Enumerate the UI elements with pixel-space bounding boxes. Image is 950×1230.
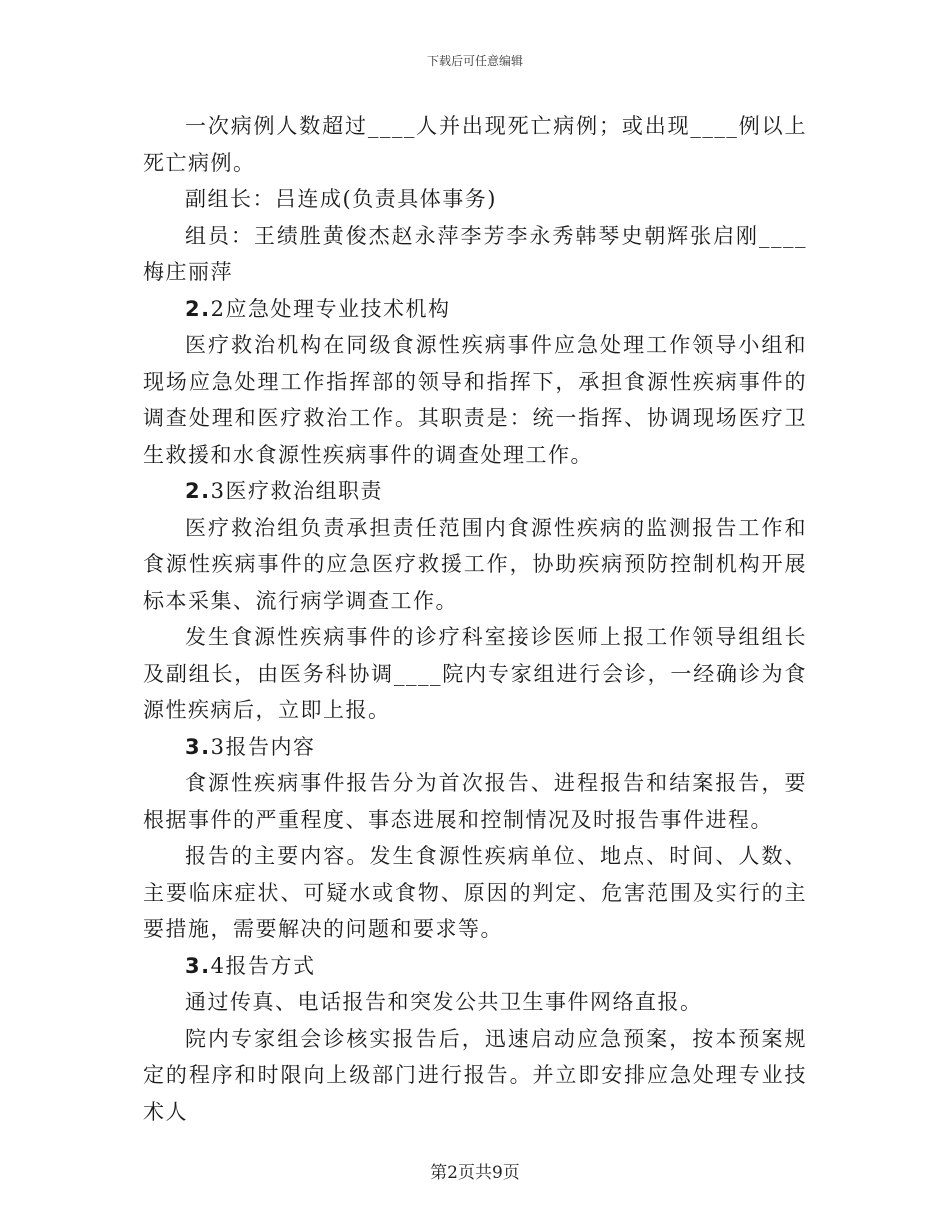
paragraph: 医疗救治组负责承担责任范围内食源性疾病的监测报告工作和食源性疾病事件的应急医疗救援工作，协助疾病预防控制机构开展标本采集、流行病学调查工作。 bbox=[143, 515, 807, 613]
section-title: 4报告方式 bbox=[210, 953, 316, 978]
section-number: 2. bbox=[185, 479, 211, 503]
section-heading bbox=[143, 473, 807, 510]
document-body bbox=[143, 108, 807, 1130]
page-header: 下载后可任意编辑 bbox=[426, 54, 523, 68]
paragraph: 医疗救治机构在同级食源性疾病事件应急处理工作领导小组和现场应急处理工作指挥部的领导和指挥下，承担食源性疾病事件的调查处理和医疗救治工作。其职责是：统一指挥、协调现场医疗卫生救援和水食源性疾病事件的调查处理工作。 bbox=[143, 333, 807, 467]
paragraph: 食源性疾病事件报告分为首次报告、进程报告和结案报告，要根据事件的严重程度、事态进展和控制情况及时报告事件进程。 bbox=[143, 771, 807, 832]
paragraph: 发生食源性疾病事件的诊疗科室接诊医师上报工作领导组组长及副组长，由医务科协调____院内专家组进行会诊，一经确诊为食源性疾病后，立即上报。 bbox=[143, 625, 807, 722]
paragraph: 通过传真、电话报告和突发公共卫生事件网络直报。 bbox=[185, 990, 703, 1014]
section-heading bbox=[143, 729, 807, 766]
paragraph: 组员：王绩胜黄俊杰赵永萍李芳李永秀韩琴史朝辉张启刚____梅庄丽萍 bbox=[143, 223, 807, 284]
section-heading bbox=[143, 291, 807, 328]
paragraph: 院内专家组会诊核实报告后，迅速启动应急预案，按本预案规定的程序和时限向上级部门进行报告。并立即安排应急处理专业技术人 bbox=[143, 1026, 807, 1124]
section-number: 3. bbox=[185, 953, 211, 978]
paragraph: 一次病例人数超过____人并出现死亡病例；或出现____例以上死亡病例。 bbox=[143, 114, 807, 175]
paragraph: 报告的主要内容。发生食源性疾病单位、地点、时间、人数、主要临床症状、可疑水或食物、原因的判定、危害范围及实行的主要措施，需要解决的问题和要求等。 bbox=[143, 844, 807, 941]
section-title: 3医疗救治组职责 bbox=[210, 479, 383, 503]
section-heading bbox=[143, 948, 807, 985]
paragraph: 副组长：吕连成(负责具体事务) bbox=[185, 187, 497, 211]
section-title: 2应急处理专业技术机构 bbox=[210, 296, 451, 321]
page-footer: 第2页共9页 bbox=[430, 1163, 520, 1183]
section-number: 3. bbox=[185, 734, 211, 759]
section-title: 3报告内容 bbox=[210, 734, 316, 759]
section-number: 2. bbox=[185, 296, 211, 321]
